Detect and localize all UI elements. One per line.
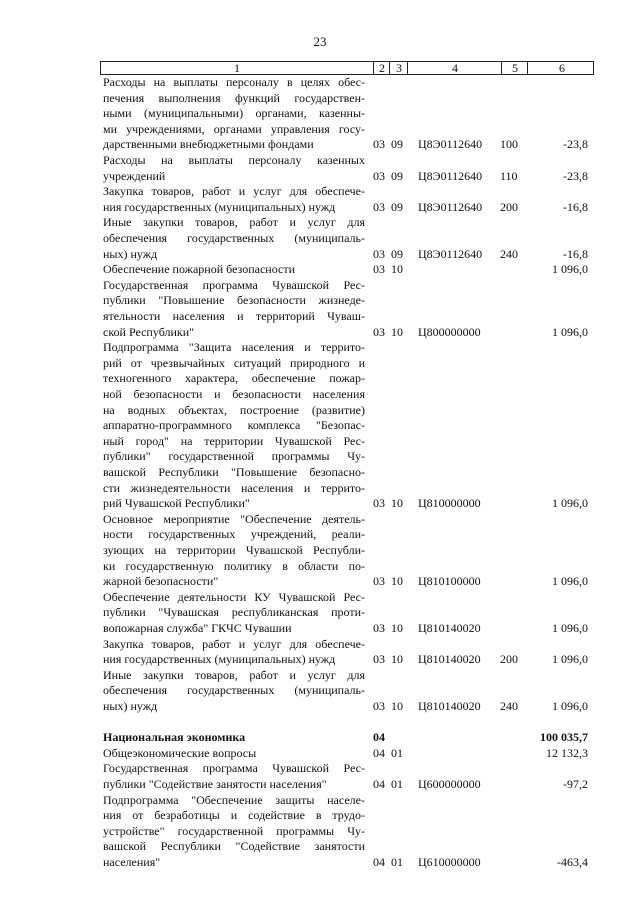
- page-number: 23: [313, 34, 327, 49]
- cell-c6: 12 132,3: [546, 745, 588, 760]
- row-description: [103, 730, 365, 746]
- description-line: ния государственных (муниципальных) нужд: [103, 652, 336, 667]
- cell-c2: 03: [373, 620, 385, 635]
- cell-c2: 03: [373, 574, 385, 589]
- description-line: Обеспечение деятельности КУ Чувашской Рес-: [103, 589, 365, 604]
- description-line: аппаратно-программного комплекса "Безопас-: [103, 418, 365, 433]
- cell-c4: Ц810100000: [418, 574, 481, 589]
- row-description: [103, 761, 365, 792]
- description-line: Подпрограмма "Обеспечение защиты населе-: [103, 792, 365, 807]
- cell-c3: 01: [391, 776, 403, 791]
- description-line: публики "Повышение безопасности жизнеде-: [103, 293, 365, 308]
- description-line: рий Чувашской Республики": [103, 496, 250, 511]
- row-description: [103, 340, 365, 512]
- cell-c3: 10: [391, 262, 403, 277]
- cell-c6: -16,8: [563, 246, 588, 261]
- description-line: Подпрограмма "Защита населения и террито-: [103, 340, 365, 355]
- table-header: [100, 61, 594, 75]
- cell-c5: 240: [500, 246, 518, 261]
- cell-c2: 03: [373, 324, 385, 339]
- description-line: обеспечения государственных (муниципаль-: [103, 230, 365, 245]
- description-line: Национальная экономика: [103, 730, 246, 745]
- description-line: ки государственную политику в области по-: [103, 558, 365, 573]
- cell-c6: 1 096,0: [552, 496, 588, 511]
- header-col-3: 3: [389, 62, 408, 74]
- cell-c4: Ц8Э0112640: [418, 199, 483, 214]
- description-line: ской Республики": [103, 324, 195, 339]
- description-line: техногенного характера, обеспечение пожар-: [103, 371, 365, 386]
- cell-c3: 10: [391, 652, 403, 667]
- header-col-2: 2: [373, 62, 390, 74]
- row-description: [103, 215, 365, 262]
- cell-c5: 110: [500, 168, 518, 183]
- cell-c6: -23,8: [563, 137, 588, 152]
- header-col-5: 5: [501, 62, 528, 74]
- cell-c2: 04: [373, 854, 385, 869]
- cell-c3: 09: [391, 137, 403, 152]
- cell-c3: 09: [391, 246, 403, 261]
- description-line: печения выполнения функций государствен-: [103, 90, 365, 105]
- cell-c6: 1 096,0: [552, 698, 588, 713]
- description-line: Иные закупки товаров, работ и услуг для: [103, 215, 365, 230]
- cell-c3: 10: [391, 698, 403, 713]
- cell-c6: 100 035,7: [540, 730, 588, 745]
- cell-c4: Ц810140020: [418, 620, 481, 635]
- cell-c4: Ц810140020: [418, 698, 481, 713]
- description-line: рий от чрезвычайных ситуаций природного и: [103, 355, 365, 370]
- description-line: вашской Республики "Содействие занятости: [103, 839, 365, 854]
- cell-c3: 01: [391, 854, 403, 869]
- cell-c5: 100: [500, 137, 518, 152]
- description-line: населения": [103, 854, 161, 869]
- row-description: [103, 512, 365, 590]
- cell-c4: Ц810000000: [418, 496, 481, 511]
- description-line: ния государственных (муниципальных) нужд: [103, 199, 336, 214]
- cell-c6: 1 096,0: [552, 652, 588, 667]
- description-line: Государственная программа Чувашской Рес-: [103, 761, 365, 776]
- description-line: Закупка товаров, работ и услуг для обеспече-: [103, 636, 365, 651]
- cell-c4: Ц8Э0112640: [418, 246, 483, 261]
- cell-c6: 1 096,0: [552, 324, 588, 339]
- cell-c3: 10: [391, 324, 403, 339]
- cell-c2: 03: [373, 199, 385, 214]
- description-line: ными (муниципальными) органами, казенны-: [103, 106, 365, 121]
- cell-c6: 1 096,0: [552, 620, 588, 635]
- cell-c4: Ц800000000: [418, 324, 481, 339]
- description-line: сти жизнедеятельности населения и террито-: [103, 480, 365, 495]
- description-line: ния от безработицы и содействие в трудо-: [103, 808, 365, 823]
- cell-c5: 200: [500, 652, 518, 667]
- description-line: ятельности населения и территорий Чуваш-: [103, 308, 365, 323]
- description-line: ми учреждениями, органами управления госу-: [103, 121, 365, 136]
- description-line: ных) нужд: [103, 698, 158, 713]
- row-description: [103, 668, 365, 715]
- description-line: Иные закупки товаров, работ и услуг для: [103, 667, 365, 682]
- cell-c2: 03: [373, 246, 385, 261]
- description-line: устройстве" государственной программы Чу-: [103, 823, 365, 838]
- cell-c6: 1 096,0: [552, 262, 588, 277]
- cell-c2: 04: [373, 776, 385, 791]
- row-description: [103, 262, 365, 278]
- row-description: [103, 637, 365, 668]
- description-line: ный город" на территории Чувашской Рес-: [103, 433, 365, 448]
- description-line: зующих на территории Чувашской Республи-: [103, 542, 365, 557]
- cell-c6: -463,4: [557, 854, 588, 869]
- description-line: Основное мероприятие "Обеспечение деятель-: [103, 511, 365, 526]
- cell-c6: -16,8: [563, 199, 588, 214]
- description-line: публики "Чувашская республиканская проти-: [103, 605, 365, 620]
- cell-c4: Ц600000000: [418, 776, 481, 791]
- row-description: [103, 793, 365, 871]
- cell-c5: 240: [500, 698, 518, 713]
- cell-c3: 09: [391, 168, 403, 183]
- cell-c3: 10: [391, 574, 403, 589]
- cell-c2: 03: [373, 168, 385, 183]
- description-line: ности государственных учреждений, реали-: [103, 527, 365, 542]
- cell-c2: 04: [373, 745, 385, 760]
- cell-c5: 200: [500, 199, 518, 214]
- cell-c2: 03: [373, 137, 385, 152]
- description-line: дарственными внебюджетными фондами: [103, 137, 314, 152]
- row-description: [103, 184, 365, 215]
- cell-c4: Ц810140020: [418, 652, 481, 667]
- description-line: учреждений: [103, 168, 166, 183]
- description-line: публики "Содействие занятости населения": [103, 776, 327, 791]
- description-line: Расходы на выплаты персоналу казенных: [103, 153, 365, 167]
- description-line: ных) нужд: [103, 246, 158, 261]
- row-description: [103, 746, 365, 762]
- row-description: [103, 278, 365, 340]
- cell-c2: 03: [373, 652, 385, 667]
- description-line: обеспечения государственных (муниципаль-: [103, 683, 365, 698]
- header-col-6: 6: [527, 62, 596, 74]
- cell-c6: -97,2: [563, 776, 588, 791]
- cell-c6: -23,8: [563, 168, 588, 183]
- description-line: вопожарная служба" ГКЧС Чувашии: [103, 620, 292, 635]
- row-description: [103, 590, 365, 637]
- row-description: [103, 153, 365, 184]
- description-line: Расходы на выплаты персоналу в целях обес-: [103, 75, 365, 89]
- cell-c6: 1 096,0: [552, 574, 588, 589]
- header-col-4: 4: [407, 62, 502, 74]
- cell-c4: Ц8Э0112640: [418, 137, 483, 152]
- cell-c2: 03: [373, 496, 385, 511]
- row-description: [103, 75, 365, 153]
- description-line: на водных объектах, построение (развитие): [103, 402, 365, 417]
- description-line: Закупка товаров, работ и услуг для обеспече-: [103, 184, 365, 199]
- cell-c4: Ц610000000: [418, 854, 481, 869]
- cell-c3: 10: [391, 496, 403, 511]
- cell-c4: Ц8Э0112640: [418, 168, 483, 183]
- cell-c3: 01: [391, 745, 403, 760]
- cell-c2: 03: [373, 698, 385, 713]
- cell-c2: 04: [373, 730, 385, 745]
- cell-c2: 03: [373, 262, 385, 277]
- description-line: публики" государственной программы Чу-: [103, 449, 365, 464]
- description-line: жарной безопасности": [103, 574, 219, 589]
- description-line: Общеэкономические вопросы: [103, 745, 257, 760]
- cell-c3: 10: [391, 620, 403, 635]
- description-line: вашской Республики "Повышение безопасно-: [103, 464, 365, 479]
- description-line: Государственная программа Чувашской Рес-: [103, 277, 365, 292]
- description-line: Обеспечение пожарной безопасности: [103, 262, 296, 277]
- description-line: ной безопасности и безопасности населения: [103, 386, 365, 401]
- header-col-1: 1: [234, 61, 240, 75]
- cell-c3: 09: [391, 199, 403, 214]
